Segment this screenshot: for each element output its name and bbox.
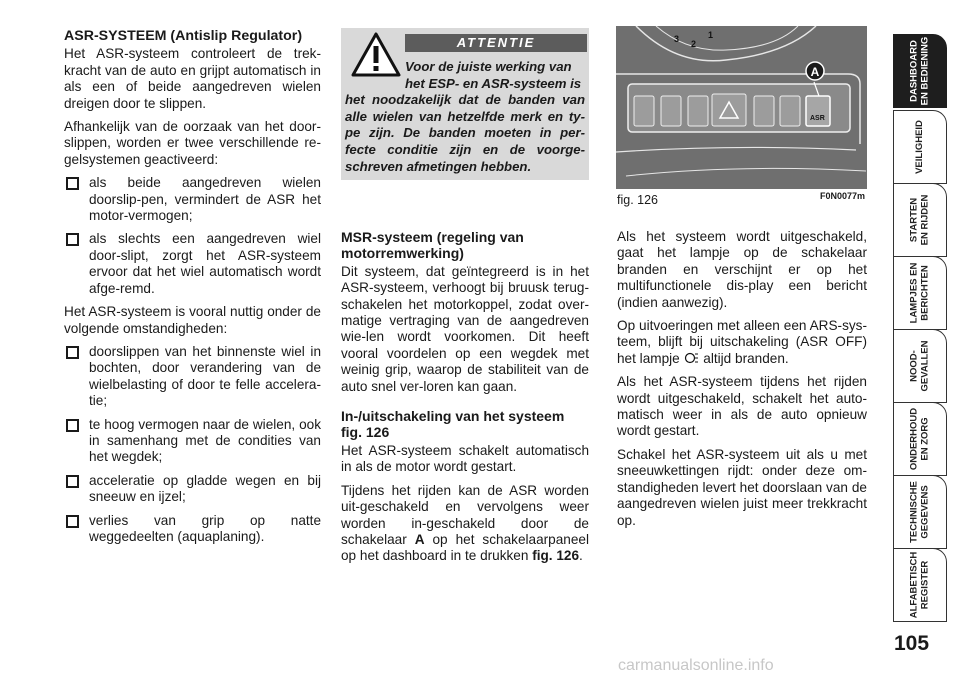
paragraph: Het ASR-systeem schakelt automatisch in als de motor wordt gestart. xyxy=(341,442,589,475)
checkbox-bullet-icon xyxy=(66,419,79,432)
checkbox-bullet-icon xyxy=(66,346,79,359)
paragraph: Als het ASR-systeem tijdens het rijden wordt uitgeschakeld, schakelt het auto-matisch weer in als de auto opnieuw wordt gestart. xyxy=(617,374,867,439)
watermark: carmanualsonline.info xyxy=(618,657,774,674)
tab-register[interactable]: ALFABETISCH REGISTER xyxy=(893,548,947,622)
checkbox-bullet-icon xyxy=(66,177,79,190)
tab-starten[interactable]: STARTEN EN RIJDEN xyxy=(893,183,947,257)
list-item: acceleratie op gladde wegen en bij sneeuw en ijzel; xyxy=(64,473,321,506)
list-item: als slechts een aangedreven wiel door-slipt, zorgt het ASR-systeem ervoor dat het wiel automatisch wordt afge-remd. xyxy=(64,231,321,297)
section-title-asr: ASR-SYSTEEM (Antislip Regulator) xyxy=(64,28,303,44)
figure-code: F0N0077m xyxy=(819,191,865,201)
paragraph: Als het systeem wordt uitgeschakeld, gaat het lampje op de schakelaar branden en verschijnt er op het multifunctionele dis-play een bericht (indien aanwezig). xyxy=(617,229,867,310)
list-item: verlies van grip op natte weggedeelten (aquaplaning). xyxy=(64,513,321,546)
asr-switch-label: ASR xyxy=(810,115,825,122)
tab-lampjes[interactable]: LAMPJES EN BERICHTEN xyxy=(893,256,947,330)
figure-dashboard-switches xyxy=(616,26,867,189)
tab-veiligheid[interactable]: VEILIGHEID xyxy=(893,110,947,184)
list-item: te hoog vermogen naar de wielen, ook in samenhang met de condities van het wegdek; xyxy=(64,417,321,466)
paragraph: Dit systeem, dat geïntegreerd is in het ASR-systeem, verhoogt bij bruusk terug-schakelen het motorkoppel, zodat over-matige vertraging van de aangedreven wie-len wordt voorkomen. Dit heeft vooral voordelen op een wegdek met weinig grip, waarop de stabiliteit van de auto snel ver-loren kan gaan. xyxy=(341,263,589,394)
figure-caption xyxy=(617,193,867,207)
switch-letter: A xyxy=(414,531,425,547)
list-item: doorslippen van het binnenste wiel in bochten, door verandering van de wielbelasting of door te felle accelera-tie; xyxy=(64,344,321,410)
warning-text: Voor de juiste werking van het ESP- en ASR-systeem is het noodzakelijk dat de banden van alle wielen van hetzelfde merk en ty-pe zijn. De banden moeten in per-fecte conditie zijn en de voorge-schreven afmetingen hebben. xyxy=(345,59,585,174)
gauge-number: 3 xyxy=(674,34,680,44)
checkbox-bullet-icon xyxy=(66,515,79,528)
checkbox-bullet-icon xyxy=(66,233,79,246)
paragraph: Tijdens het rijden kan de ASR worden uit-geschakeld en vervolgens weer worden in-geschakeld door de schakelaar A op het schakelaarpaneel op het dashboard in te drukken fig. 126. xyxy=(341,482,589,564)
list-item: als beide aangedreven wielen doorslip-pen, vermindert de ASR het motor-vermogen; xyxy=(64,175,321,224)
tab-onderhoud[interactable]: ONDERHOUD EN ZORG xyxy=(893,402,947,476)
column-middle xyxy=(341,229,589,572)
figure-reference: fig. 126 xyxy=(532,548,580,564)
checkbox-bullet-icon xyxy=(66,475,79,488)
dashboard-illustration xyxy=(616,26,867,189)
bullet-list xyxy=(64,175,321,297)
tab-noodgevallen[interactable]: NOOD- GEVALLEN xyxy=(893,329,947,403)
paragraph: Afhankelijk van de oorzaak van het door-slippen, worden er twee verschillende re-gelsystemen geactiveerd: xyxy=(64,119,321,167)
bullet-list xyxy=(64,344,321,545)
paragraph: Het ASR-systeem controleert de trek-kracht van de auto en grijpt automatisch in als een of beide aangedreven wielen dreigen door te slippen. xyxy=(64,46,321,111)
paragraph: Schakel het ASR-systeem uit als u met sneeuwkettingen rijdt: onder deze om-standigheden levert het doorslaan van de aangedreven wielen juist meer trekkracht op. xyxy=(617,446,867,528)
warning-banner: ATTENTIE xyxy=(405,34,587,52)
column-left xyxy=(64,28,321,552)
gauge-number: 2 xyxy=(691,39,697,49)
paragraph: Op uitvoeringen met alleen een ARS-sys-teem, blijft bij uitschakeling (ASR OFF) het lampje altijd branden. xyxy=(617,318,867,366)
tab-dashboard[interactable]: DASHBOARD EN BEDIENING xyxy=(893,34,947,108)
warning-box xyxy=(341,28,589,180)
figure-label: fig. 126 xyxy=(617,193,659,207)
heading-switching: In-/uitschakeling van het systeem fig. 126 xyxy=(341,408,565,441)
gauge-number: 1 xyxy=(708,30,714,40)
page-number: 105 xyxy=(894,632,930,655)
paragraph: Het ASR-systeem is vooral nuttig onder de volgende omstandigheden: xyxy=(64,304,321,336)
column-right xyxy=(617,229,867,536)
asr-warning-light-icon xyxy=(684,352,700,364)
heading-msr: MSR-systeem (regeling van motorremwerking) xyxy=(341,229,524,262)
callout-a: A xyxy=(810,65,820,79)
tab-technische[interactable]: TECHNISCHE GEGEVENS xyxy=(893,475,947,549)
